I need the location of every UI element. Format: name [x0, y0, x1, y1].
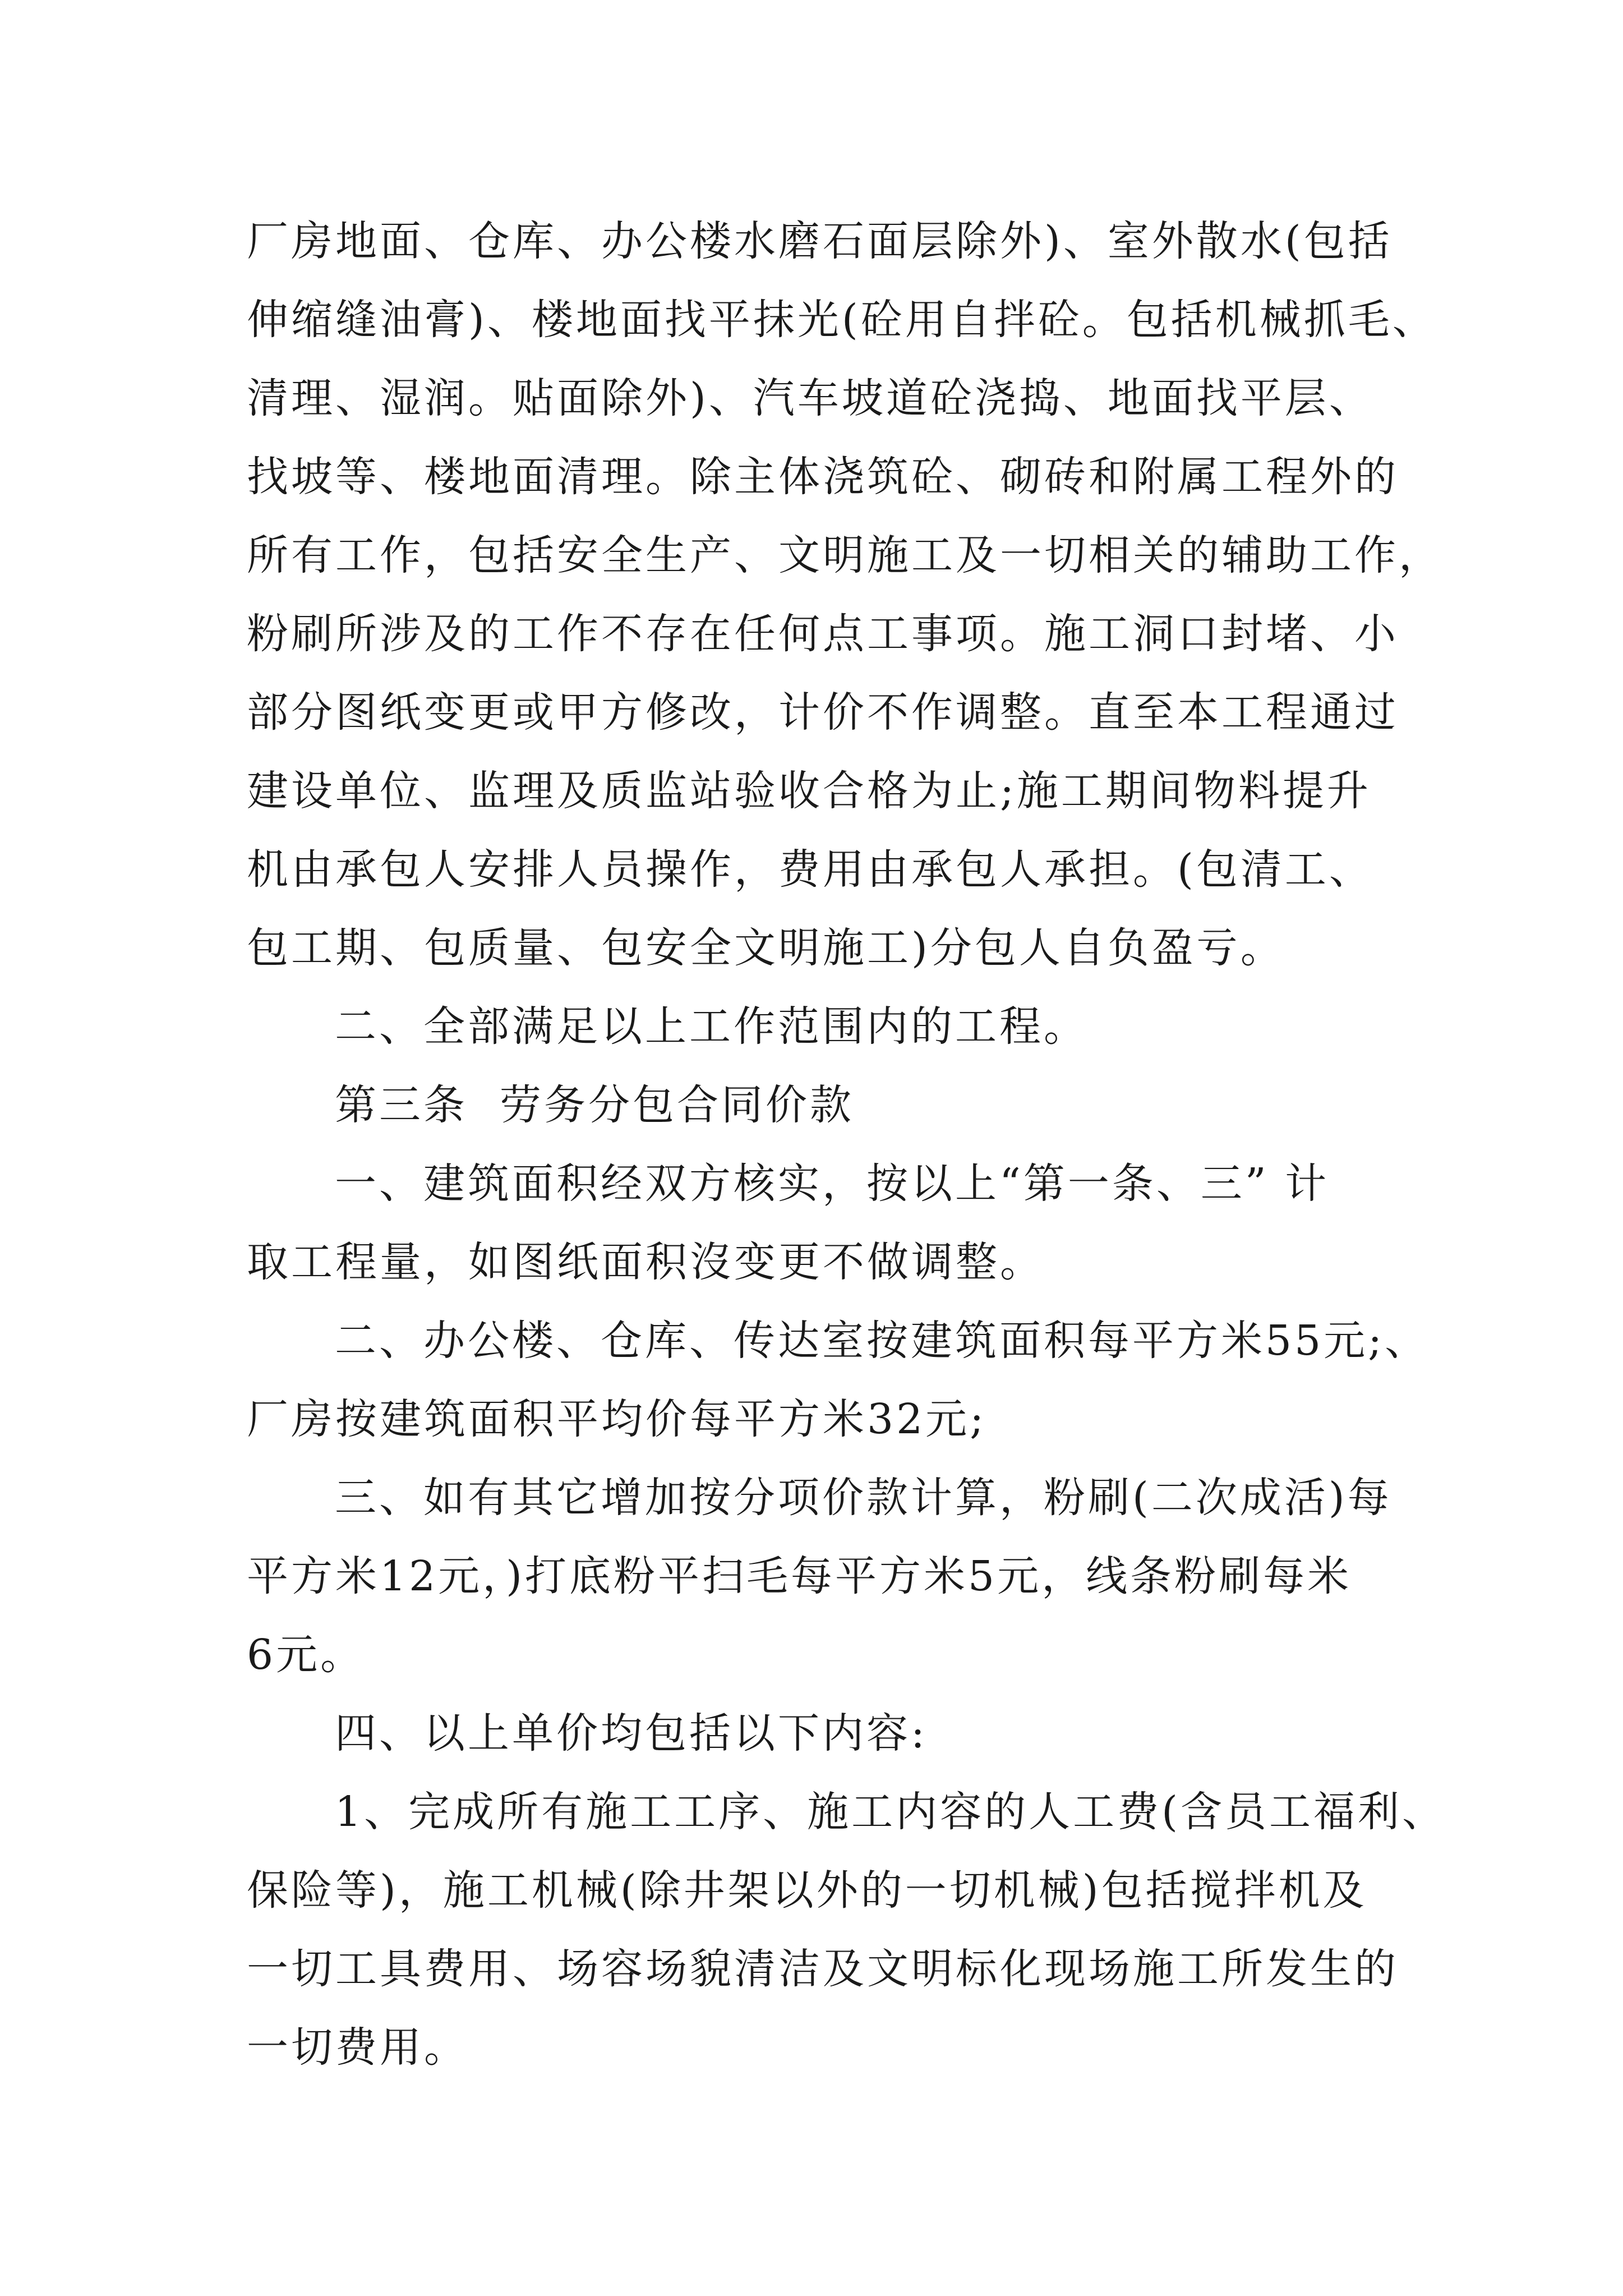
text-line: 厂房地面、仓库、办公楼水磨石面层除外)、室外散水(包括 — [247, 217, 1393, 265]
clause-paragraph: 三、如有其它增加按分项价款计算，粉刷(二次成活)每 — [335, 1474, 1392, 1522]
clause-paragraph: 二、全部满足以上工作范围内的工程。 — [335, 1002, 1088, 1051]
text-line: 6元。 — [247, 1631, 365, 1679]
text-line: 厂房按建筑面积平均价每平方米32元; — [247, 1395, 987, 1443]
text-line: 机由承包人安排人员操作，费用由承包人承担。(包清工、 — [247, 845, 1373, 894]
text-line: 一切费用。 — [247, 2023, 468, 2072]
text-line: 取工程量，如图纸面积沒变更不做调整。 — [247, 1238, 1044, 1286]
text-line: 平方米12元，)打底粉平扫毛每平方米5元，线条粉刷每米 — [247, 1552, 1352, 1600]
text-line: 保险等)，施工机械(除井架以外的一切机械)包括搅拌机及 — [247, 1866, 1367, 1915]
section-heading: 第三条 劳务分包合同价款 — [335, 1081, 855, 1129]
text-line: 建设单位、监理及质监站验收合格为止;施工期间物料提升 — [247, 767, 1371, 815]
text-line: 清理、湿润。贴面除外)、汽车坡道砼浇捣、地面找平层、 — [247, 374, 1373, 422]
text-line: 一切工具费用、场容场貌清洁及文明标化现场施工所发生的 — [247, 1945, 1399, 1993]
text-line: 伸缩缝油膏)、楼地面找平抹光(砼用自拌砼。包括机械抓毛、 — [247, 296, 1437, 344]
text-line: 所有工作，包括安全生产、文明施工及一切相关的辅助工作， — [247, 531, 1443, 579]
text-line: 找坡等、楼地面清理。除主体浇筑砼、砌砖和附属工程外的 — [247, 453, 1399, 501]
list-item: 1、完成所有施工工序、施工内容的人工费(含员工福利、 — [335, 1788, 1446, 1836]
text-line: 粉刷所涉及的工作不存在任何点工事项。施工洞口封堵、小 — [247, 610, 1399, 658]
text-line: 包工期、包质量、包安全文明施工)分包人自负盈亏。 — [247, 924, 1285, 972]
text-line: 部分图纸变更或甲方修改，计价不作调整。直至本工程通过 — [247, 688, 1399, 737]
clause-paragraph: 一、建筑面积经双方核实，按以上“第一条、三” 计 — [335, 1159, 1330, 1208]
clause-paragraph: 二、办公楼、仓库、传达室按建筑面积每平方米55元;、 — [335, 1317, 1430, 1365]
clause-paragraph: 四、以上单价均包括以下内容: — [335, 1709, 928, 1757]
